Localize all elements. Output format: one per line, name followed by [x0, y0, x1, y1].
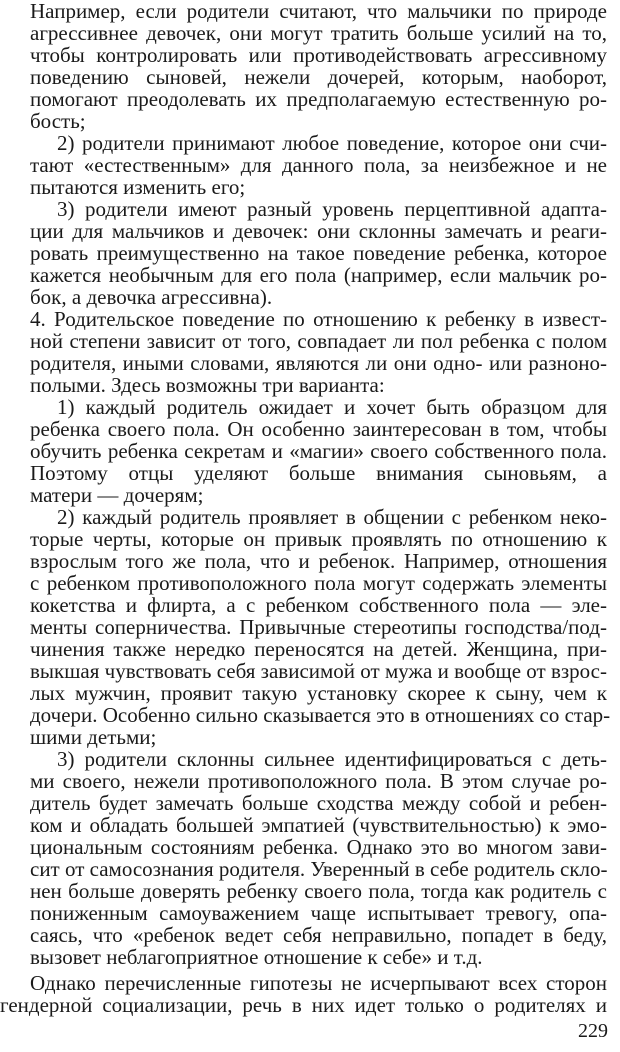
text-line: дочери. Особенно сильно сказывается это в отношениях со стар- — [30, 703, 611, 727]
text-line: шими детьми; — [30, 725, 157, 749]
text-line: матери — дочерям; — [30, 483, 204, 507]
text-line: Однако перечисленные гипотезы не исчерпывают всех сторон — [30, 971, 607, 995]
text-line: торые черты, которые он привык проявлять по отношению к — [30, 527, 607, 551]
text-line: вызовет неблагоприятное отношение к себе» и т.д. — [30, 945, 483, 969]
text-line: обучить ребенка секретам и «магии» своего собственного пола. — [30, 439, 607, 463]
text-line: нен больше доверять ребенку своего пола, тогда как родитель с — [30, 879, 607, 903]
text-line: 1) каждый родитель ожидает и хочет быть образцом для — [57, 395, 607, 419]
text-line: пытаются изменить его; — [30, 175, 246, 199]
text-line: чтобы контролировать или противодействовать агрессивному — [30, 43, 607, 67]
text-line: ровать преимущественно на такое поведение ребенка, которое — [30, 241, 607, 265]
text-line: помогают преодолевать их предполагаемую естественную ро- — [30, 87, 607, 111]
text-line: агрессивнее девочек, они могут тратить больше усилий на то, — [30, 21, 607, 45]
text-line: полыми. Здесь возможны три варианта: — [30, 373, 385, 397]
text-line: 3) родители склонны сильнее идентифицироваться с деть- — [57, 747, 607, 771]
text-line: пониженным самоуважением чаще испытывает тревогу, опа- — [30, 901, 607, 925]
text-line: кокетства и флирта, а с ребенком собственного пола — эле- — [30, 593, 607, 617]
text-line: тают «естественным» для данного пола, за неизбежное и не — [30, 153, 607, 177]
text-line: сит от самосознания родителя. Уверенный в себе родитель скло- — [30, 857, 608, 881]
text-line: ции для мальчиков и девочек: они склонны замечать и реаги- — [30, 219, 607, 243]
text-line: 2) каждый родитель проявляет в общении с ребенком неко- — [57, 505, 607, 529]
text-line: 2) родители принимают любое поведение, которое они счи- — [57, 131, 607, 155]
text-line: чинения также нередко переносятся на детей. Женщина, при- — [30, 637, 607, 661]
text-line: 4. Родительское поведение по отношению к ребенку в извест- — [30, 307, 607, 331]
text-line: Поэтому отцы уделяют больше внимания сыновьям, а — [30, 461, 607, 485]
text-line: лых мужчин, проявит такую установку скорее к сыну, чем к — [30, 681, 607, 705]
text-line: ребенка своего пола. Он особенно заинтересован в том, чтобы — [30, 417, 607, 441]
text-line: ми своего, нежели противоположного пола. В этом случае ро- — [30, 769, 607, 793]
text-line: кажется необычным для его пола (например, если мальчик ро- — [30, 263, 607, 287]
text-line: выкшая чувствовать себя зависимой от мужа и вообще от взрос- — [30, 659, 607, 683]
text-line: бок, а девочка агрессивна). — [30, 285, 273, 309]
text-line: 3) родители имеют разный уровень перцептивной адапта- — [57, 197, 607, 221]
text-line: саясь, что «ребенок ведет себя неправильно, попадет в беду, — [30, 923, 607, 947]
text-line: бость; — [30, 109, 86, 133]
page-number: 229 — [578, 1020, 608, 1042]
text-line: поведению сыновей, нежели дочерей, которым, наоборот, — [30, 65, 607, 89]
text-line: ком и обладать большей эмпатией (чувствительностью) к эмо- — [30, 813, 607, 837]
text-line: гендерной социализации, речь в них идет только о родителях и — [0, 993, 607, 1017]
text-line: циональным состояниям ребенка. Однако это во многом зави- — [30, 835, 607, 859]
text-line: менты соперничества. Привычные стереотипы господства/под- — [30, 615, 607, 639]
text-line: родителя, иными словами, являются ли они одно- или разноно- — [30, 351, 607, 375]
text-line: Например, если родители считают, что мальчики по природе — [30, 0, 607, 23]
text-line: с ребенком противоположного пола могут содержать элементы — [30, 571, 607, 595]
text-line: дитель будет замечать больше сходства между собой и ребен- — [30, 791, 607, 815]
text-line: ной степени зависит от того, совпадает ли пол ребенка с полом — [30, 329, 607, 353]
text-line: взрослым того же пола, что и ребенок. Например, отношения — [30, 549, 607, 573]
